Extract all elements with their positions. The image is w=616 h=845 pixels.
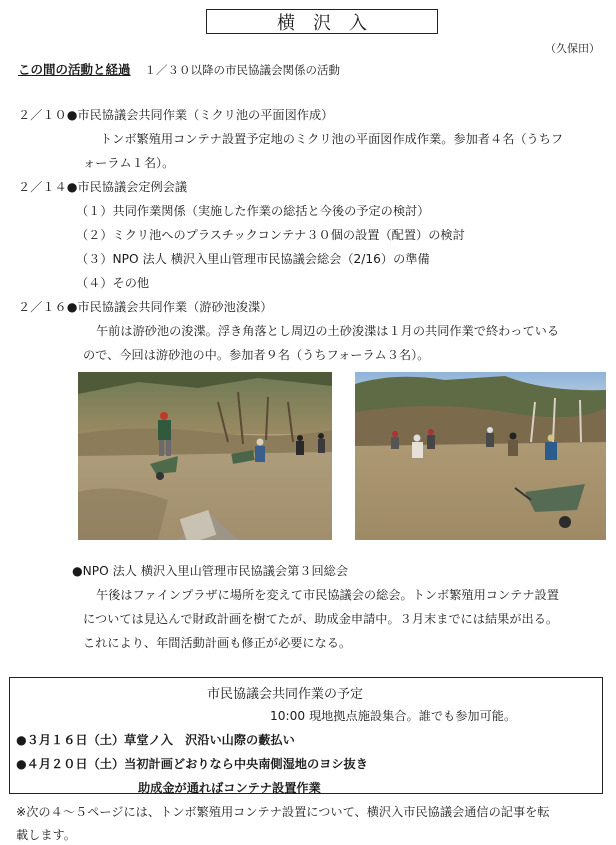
photo-dredging-right-image xyxy=(355,372,606,540)
entry-feb10-body-2: ォーラム１名）。 xyxy=(83,156,175,170)
agenda-item: （２）ミクリ池へのプラスチックコンテナ３０個の設置（配置）の検討 xyxy=(76,228,465,242)
entry-date: ２／１０● xyxy=(18,108,78,122)
schedule-item: 助成金が通ればコンテナ設置作業 xyxy=(138,781,321,795)
title-box xyxy=(206,9,438,34)
section-subtitle: １／３０以降の市民協議会関係の活動 xyxy=(144,63,341,77)
schedule-item: ●４月２０日（土）当初計画どおりなら中央南側湿地のヨシ抜き xyxy=(16,757,368,771)
entry-meeting-head: ●NPO 法人 横沢入里山管理市民協議会第３回総会 xyxy=(72,564,349,578)
photo-dredging-right xyxy=(355,372,606,540)
entry-meeting-body-2: については見込んで財政計画を樹てたが、助成金申請中。３月末までには結果が出る。 xyxy=(83,612,559,626)
entry-date: ２／１４● xyxy=(18,180,78,194)
entry-meeting-body-1: 午後はファインプラザに場所を変えて市民協議会の総会。トンボ繁殖用コンテナ設置 xyxy=(96,588,559,602)
agenda-item: （４）その他 xyxy=(76,276,150,290)
schedule-meeting-note: 10:00 現地拠点施設集合。誰でも参加可能。 xyxy=(270,709,517,723)
agenda-item: （３）NPO 法人 横沢入里山管理市民協議会総会（2/16）の準備 xyxy=(76,252,430,266)
entry-feb16-body-1: 午前は游砂池の浚渫。浮き角落とし周辺の土砂浚渫は１月の共同作業で終わっている xyxy=(96,324,560,338)
schedule-item: ●３月１６日（土）草堂ノ入 沢沿い山際の藪払い xyxy=(16,733,295,747)
footnote-line-2: 載します。 xyxy=(16,828,76,842)
page-title: 横 沢 入 xyxy=(277,12,367,34)
section-heading xyxy=(18,60,340,78)
entry-title: 市民協議会共同作業（ミクリ池の平面図作成） xyxy=(77,108,334,122)
entry-feb14-head xyxy=(18,178,187,195)
footnote-line-1: ※次の４～５ページには、トンボ繁殖用コンテナ設置について、横沢入市民協議会通信の記事を転 xyxy=(16,805,550,819)
entry-feb16-body-2: ので、今回は游砂池の中。参加者９名（うちフォーラム３名）。 xyxy=(83,348,430,362)
photo-dredging-left xyxy=(78,372,332,540)
entry-date: ２／１６● xyxy=(18,300,78,314)
entry-meeting-body-3: これにより、年間活動計画も修正が必要になる。 xyxy=(83,636,352,650)
section-title: この間の活動と経過 xyxy=(18,62,131,77)
agenda-item: （１）共同作業関係（実施した作業の総括と今後の予定の検討） xyxy=(76,204,430,218)
entry-feb10-head xyxy=(18,106,333,123)
photo-dredging-left-image xyxy=(78,372,332,540)
schedule-title: 市民協議会共同作業の予定 xyxy=(207,687,364,702)
entry-feb16-head xyxy=(18,298,272,315)
entry-title: 市民協議会定例会議 xyxy=(77,180,188,194)
entry-title: 市民協議会共同作業（游砂池浚渫） xyxy=(77,300,273,314)
entry-feb10-body-1: トンボ繁殖用コンテナ設置予定地のミクリ池の平面図作成作業。参加者４名（うちフ xyxy=(100,132,564,146)
author: （久保田） xyxy=(545,42,600,55)
